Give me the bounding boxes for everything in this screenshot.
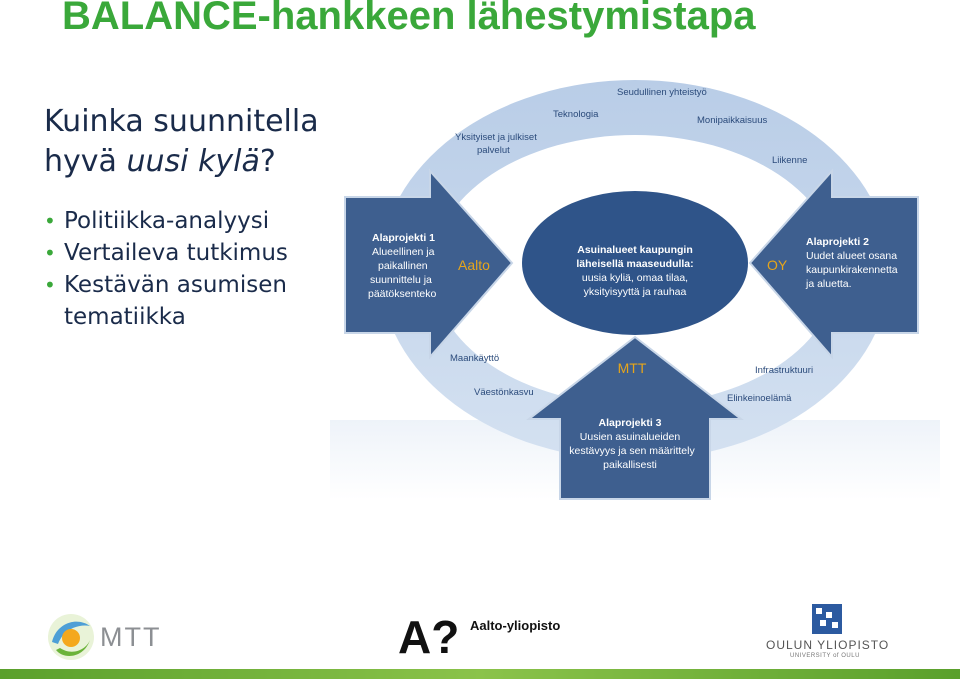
bullet-item: • Kestävän asumisen tematiikka bbox=[44, 269, 324, 333]
arrow-right-line-3: kaupunkirakennetta bbox=[806, 264, 898, 276]
bullet-item: • Vertaileva tutkimus bbox=[44, 237, 324, 269]
oulu-subname: UNIVERSITY of OULU bbox=[790, 653, 860, 659]
center-line-2: läheisellä maaseudulla: bbox=[576, 258, 694, 270]
partner-oy-label: OY bbox=[767, 257, 788, 273]
subtitle-end: ? bbox=[259, 144, 276, 179]
arrow-left-line-5: päätöksenteko bbox=[368, 288, 437, 300]
ring-label-seudullinen: Seudullinen yhteistyö bbox=[617, 87, 707, 98]
slide-subtitle bbox=[44, 102, 319, 182]
arrow-left-line-2: Alueellinen ja bbox=[372, 246, 435, 258]
subtitle-line-2 bbox=[44, 142, 319, 182]
aalto-name: Aalto-yliopisto bbox=[470, 618, 561, 633]
arrow-bottom-line-1: Alaprojekti 3 bbox=[598, 417, 662, 429]
arrow-right-line-4: ja aluetta. bbox=[806, 278, 852, 290]
ring-label-maankaytto: Maankäyttö bbox=[450, 353, 500, 364]
ring-label-infrastruktuuri: Infrastruktuuri bbox=[755, 365, 814, 376]
ring-label-elinkeinoelama: Elinkeinoelämä bbox=[727, 393, 792, 404]
bullet-list bbox=[44, 205, 324, 333]
subtitle-italic: uusi kylä bbox=[126, 144, 260, 179]
mtt-wordmark: MTT bbox=[100, 622, 162, 652]
slide-title: BALANCE-hankkeen lähestymistapa bbox=[62, 0, 756, 38]
center-line-1: Asuinalueet kaupungin bbox=[577, 244, 693, 256]
ring-label-yksityiset-2: palvelut bbox=[477, 145, 510, 156]
arrow-left-line-3: paikallinen bbox=[378, 260, 428, 272]
arrow-bottom-line-3: kestävyys ja sen määrittely bbox=[569, 445, 695, 457]
ring-label-yksityiset-1: Yksityiset ja julkiset bbox=[455, 132, 537, 143]
mtt-logo bbox=[46, 612, 176, 662]
arrow-left-line-4: suunnittelu ja bbox=[370, 274, 432, 286]
aalto-mark: A? bbox=[398, 611, 460, 663]
bullet-item: • Politiikka-analyysi bbox=[44, 205, 324, 237]
arrow-left-line-1: Alaprojekti 1 bbox=[372, 232, 436, 244]
footer-bar bbox=[0, 669, 960, 679]
oulu-name: OULUN YLIOPISTO bbox=[766, 638, 890, 652]
oulu-logo bbox=[760, 600, 900, 664]
center-line-3: uusia kyliä, omaa tilaa, bbox=[581, 272, 689, 284]
partner-aalto-label: Aalto bbox=[458, 257, 490, 273]
arrow-bottom-line-4: paikallisesti bbox=[603, 459, 657, 471]
center-line-4: yksityisyyttä ja rauhaa bbox=[583, 286, 687, 298]
mtt-emblem-icon bbox=[46, 612, 96, 662]
ring-label-vaestonkasvu: Väestönkasvu bbox=[474, 387, 534, 398]
partner-mtt-label: MTT bbox=[617, 360, 647, 376]
subtitle-plain: hyvä bbox=[44, 144, 127, 179]
ring-label-teknologia: Teknologia bbox=[553, 109, 599, 120]
arrow-right-line-2: Uudet alueet osana bbox=[806, 250, 898, 262]
arrow-bottom-line-2: Uusien asuinalueiden bbox=[579, 431, 681, 443]
ring-label-liikenne: Liikenne bbox=[772, 155, 808, 166]
approach-diagram bbox=[330, 75, 940, 505]
aalto-logo bbox=[398, 612, 578, 662]
oulu-emblem-icon bbox=[812, 604, 842, 634]
arrow-right-line-1: Alaprojekti 2 bbox=[806, 236, 870, 248]
ring-label-monipaikkaisuus: Monipaikkaisuus bbox=[697, 115, 768, 126]
subtitle-line-1: Kuinka suunnitella bbox=[44, 104, 319, 139]
